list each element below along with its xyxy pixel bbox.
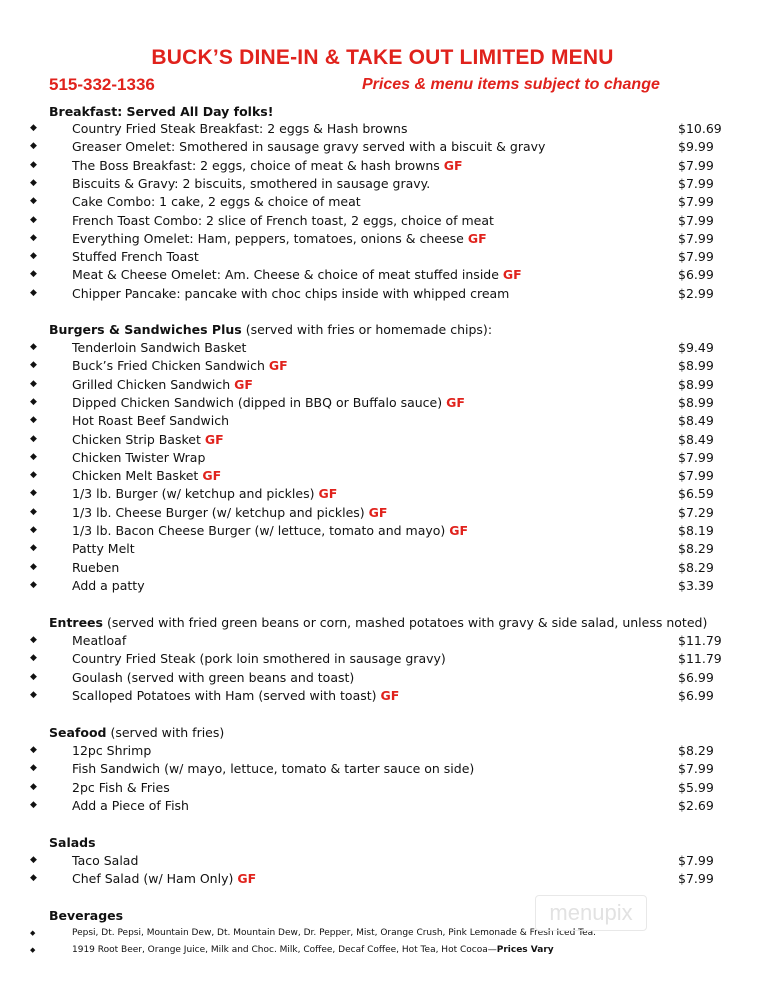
menu-item-name: The Boss Breakfast: 2 eggs, choice of meat & hash browns GF <box>72 157 463 173</box>
bullet-icon: ◆ <box>30 543 37 554</box>
menu-item-name: 2pc Fish & Fries <box>72 779 170 795</box>
bullet-icon: ◆ <box>30 799 37 810</box>
menu-item-name: Fish Sandwich (w/ mayo, lettuce, tomato & tarter sauce on side) <box>72 761 475 777</box>
menu-item <box>30 486 730 504</box>
menu-item-price: $8.29 <box>678 541 714 557</box>
bullet-icon: ◆ <box>30 342 37 352</box>
bullet-icon: ◆ <box>30 946 36 954</box>
menu-item-price: $6.99 <box>678 669 714 685</box>
bullet-icon: ◆ <box>30 689 37 700</box>
menu-item-name: 1/3 lb. Burger (w/ ketchup and pickles) GF <box>72 486 338 502</box>
gluten-free-badge: GF <box>268 358 288 374</box>
menu-item-price: $7.99 <box>678 468 714 484</box>
menu-item-name: Scalloped Potatoes with Ham (served with toast) GF <box>72 687 400 703</box>
menu-item <box>30 505 730 523</box>
menu-item-name: Chicken Twister Wrap <box>72 449 206 465</box>
menu-item-name: Chef Salad (w/ Ham Only) GF <box>72 871 257 887</box>
menu-item <box>30 358 730 376</box>
menu-item-price: $7.99 <box>678 212 714 228</box>
menu-item-price: $7.99 <box>678 761 714 777</box>
menu-item-name: Meatloaf <box>72 633 127 648</box>
menu-item-price: $8.49 <box>678 413 714 429</box>
menu-item <box>30 213 730 231</box>
bullet-icon: ◆ <box>30 470 37 481</box>
menu-item-name: Cake Combo: 1 cake, 2 eggs & choice of meat <box>72 194 361 210</box>
menu-item-name: Taco Salad <box>72 853 139 868</box>
menu-item <box>30 670 730 688</box>
menu-item-price: $8.19 <box>678 523 714 538</box>
menu-item-price: $8.49 <box>678 431 714 447</box>
bullet-icon: ◆ <box>30 177 37 188</box>
menu-item-price: $6.59 <box>678 486 714 502</box>
bullet-icon: ◆ <box>30 855 37 865</box>
menu-item <box>30 432 730 450</box>
salads-heading: Salads <box>49 835 96 850</box>
menu-item-name: Add a Piece of Fish <box>72 797 189 813</box>
menu-item-name: Hot Roast Beef Sandwich <box>72 413 230 429</box>
menu-item-price: $9.99 <box>678 139 714 155</box>
gluten-free-badge: GF <box>202 468 222 484</box>
bullet-icon: ◆ <box>30 269 37 280</box>
bullet-icon: ◆ <box>30 451 37 462</box>
menu-item-name: Add a patty <box>72 577 145 593</box>
bullet-icon: ◆ <box>30 360 37 371</box>
menu-item-price: $7.99 <box>678 230 714 246</box>
menu-item-name: 12pc Shrimp <box>72 743 152 758</box>
menu-item <box>30 651 730 669</box>
bullet-icon: ◆ <box>30 653 37 664</box>
menu-item <box>30 249 730 267</box>
bullet-icon: ◆ <box>30 763 37 774</box>
menu-item <box>30 853 730 871</box>
menu-item-name: French Toast Combo: 2 slice of French toast, 2 eggs, choice of meat <box>72 212 494 228</box>
menu-item-name: Rueben <box>72 559 120 575</box>
menu-item <box>30 286 730 304</box>
gluten-free-badge: GF <box>502 267 522 283</box>
menu-item-price: $11.79 <box>678 651 722 667</box>
menu-item <box>30 798 730 816</box>
menu-item <box>30 450 730 468</box>
bullet-icon: ◆ <box>30 396 37 407</box>
watermark-logo: menupix <box>535 895 647 931</box>
gluten-free-badge: GF <box>380 687 400 703</box>
gluten-free-badge: GF <box>234 376 253 392</box>
menu-item-price: $7.29 <box>678 504 714 520</box>
breakfast-heading: Breakfast: Served All Day folks! <box>49 104 274 119</box>
menu-item-price: $8.99 <box>678 358 714 374</box>
bullet-icon: ◆ <box>30 561 37 572</box>
menu-item-price: $8.29 <box>678 743 714 758</box>
menu-item-price: $7.99 <box>678 871 714 887</box>
bullet-icon: ◆ <box>30 579 37 590</box>
gluten-free-badge: GF <box>368 504 388 520</box>
menu-title: BUCK’S DINE-IN & TAKE OUT LIMITED MENU <box>151 46 614 69</box>
menu-item-name: Chicken Melt Basket GF <box>72 468 222 484</box>
bullet-icon: ◆ <box>30 251 37 262</box>
menu-item <box>30 395 730 413</box>
menu-item-price: $7.99 <box>678 194 714 210</box>
menu-item-name: 1/3 lb. Cheese Burger (w/ ketchup and pickles) GF <box>72 504 388 520</box>
bullet-icon: ◆ <box>30 141 37 152</box>
menu-item-price: $6.99 <box>678 267 714 283</box>
menu-item-price: $3.39 <box>678 577 714 593</box>
menu-item <box>30 541 730 559</box>
gluten-free-badge: GF <box>449 523 469 538</box>
menu-item <box>30 761 730 779</box>
menu-item <box>30 560 730 578</box>
menu-item <box>30 633 730 651</box>
menu-item <box>30 121 730 139</box>
menu-item-name: Country Fried Steak (pork loin smothered in sausage gravy) <box>72 651 446 667</box>
menu-item <box>30 267 730 285</box>
seafood-heading: Seafood (served with fries) <box>49 725 225 740</box>
menu-item <box>30 523 730 541</box>
menu-item-name: Greaser Omelet: Smothered in sausage gravy served with a biscuit & gravy <box>72 139 546 155</box>
menu-item-name: Dipped Chicken Sandwich (dipped in BBQ or Buffalo sauce) GF <box>72 394 465 410</box>
menu-item-name: Patty Melt <box>72 541 135 557</box>
menu-item <box>30 468 730 486</box>
menu-item-name: 1/3 lb. Bacon Cheese Burger (w/ lettuce, tomato and mayo) GF <box>72 523 469 538</box>
menu-item-name: Chipper Pancake: pancake with choc chips inside with whipped cream <box>72 285 510 301</box>
menu-item-price: $2.99 <box>678 285 714 301</box>
menu-item-price: $8.29 <box>678 559 714 575</box>
menu-item-name: Tenderloin Sandwich Basket <box>72 340 247 355</box>
gluten-free-badge: GF <box>318 486 338 502</box>
menu-item <box>30 139 730 157</box>
menu-item <box>30 780 730 798</box>
bullet-icon: ◆ <box>30 671 37 682</box>
beverages-heading: Beverages <box>49 908 124 923</box>
menu-item-name: Biscuits & Gravy: 2 biscuits, smothered in sausage gravy. <box>72 175 431 191</box>
menu-item <box>30 340 730 358</box>
menu-item <box>30 194 730 212</box>
phone-number: 515-332-1336 <box>49 75 155 94</box>
menu-item-price: $7.99 <box>678 853 714 868</box>
menu-item-name: Everything Omelet: Ham, peppers, tomatoes, onions & cheese GF <box>72 230 487 246</box>
bullet-icon: ◆ <box>30 781 37 792</box>
bullet-icon: ◆ <box>30 287 37 298</box>
bullet-icon: ◆ <box>30 525 37 535</box>
bullet-icon: ◆ <box>30 433 37 444</box>
menu-item <box>30 688 730 706</box>
menu-item-name: Country Fried Steak Breakfast: 2 eggs & Hash browns <box>72 121 408 136</box>
menu-item <box>30 578 730 596</box>
menu-item-price: $10.69 <box>678 121 722 136</box>
menu-item-name: Grilled Chicken Sandwich GF <box>72 376 253 392</box>
bullet-icon: ◆ <box>30 214 37 225</box>
bullet-icon: ◆ <box>30 745 37 755</box>
gluten-free-badge: GF <box>237 871 257 887</box>
menu-item-price: $7.99 <box>678 449 714 465</box>
menu-item-price: $9.49 <box>678 340 714 355</box>
menu-item-price: $8.99 <box>678 376 714 392</box>
bullet-icon: ◆ <box>30 929 36 937</box>
menu-item-price: $8.99 <box>678 394 714 410</box>
gluten-free-badge: GF <box>446 394 465 410</box>
menu-item <box>30 158 730 176</box>
bullet-icon: ◆ <box>30 159 37 170</box>
menu-item <box>30 231 730 249</box>
bullet-icon: ◆ <box>30 635 37 645</box>
menu-item <box>30 743 730 761</box>
menu-item-price: $2.69 <box>678 797 714 813</box>
menu-item-name: Stuffed French Toast <box>72 249 199 265</box>
bullet-icon: ◆ <box>30 123 37 133</box>
gluten-free-badge: GF <box>204 431 224 447</box>
menu-item-price: $5.99 <box>678 779 714 795</box>
burgers-heading: Burgers & Sandwiches Plus (served with fries or homemade chips): <box>49 322 493 337</box>
bullet-icon: ◆ <box>30 378 37 389</box>
menu-item <box>30 377 730 395</box>
menu-item <box>30 413 730 431</box>
gluten-free-badge: GF <box>443 157 463 173</box>
bullet-icon: ◆ <box>30 415 37 426</box>
menu-item-name: Buck’s Fried Chicken Sandwich GF <box>72 358 288 374</box>
menu-item-price: $6.99 <box>678 687 714 703</box>
menu-item <box>30 176 730 194</box>
menu-item-price: $11.79 <box>678 633 722 648</box>
menu-item-name: Meat & Cheese Omelet: Am. Cheese & choice of meat stuffed inside GF <box>72 267 522 283</box>
bullet-icon: ◆ <box>30 196 37 207</box>
menu-item-name: Chicken Strip Basket GF <box>72 431 224 447</box>
bullet-icon: ◆ <box>30 506 37 517</box>
bullet-icon: ◆ <box>30 488 37 499</box>
entrees-heading: Entrees (served with fried green beans or corn, mashed potatoes with gravy & side salad, unless noted) <box>49 615 708 630</box>
bullet-icon: ◆ <box>30 232 37 243</box>
menu-item-price: $7.99 <box>678 157 714 173</box>
menu-item-price: $7.99 <box>678 249 714 265</box>
bullet-icon: ◆ <box>30 873 37 884</box>
gluten-free-badge: GF <box>467 230 487 246</box>
menu-item-name: Goulash (served with green beans and toast) <box>72 669 355 685</box>
price-notice: Prices & menu items subject to change <box>362 76 660 93</box>
menu-item-price: $7.99 <box>678 175 714 191</box>
menu-item <box>30 871 730 889</box>
